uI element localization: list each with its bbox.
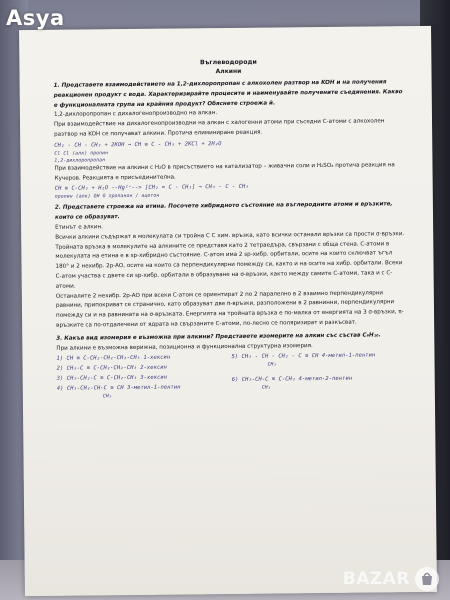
isomer-1: 1) CH ≡ C-CH₂-CH₂-CH₂-CH₃ 1-хексин: [56, 354, 171, 363]
handwritten-name-1: 1,2-дихлоропропан: [54, 158, 106, 164]
handwritten-equation-1: CH₂ - CH - CH₃ + 2KOH → CH ≡ C - CH₃ + 2KCl + 2H₂O: [54, 140, 222, 149]
isomers-right-column: [231, 350, 406, 399]
document-subtitle: Алкини: [215, 67, 242, 76]
isomer-4: 4) CH₃-CH₂-CH-C ≡ CH 3-метил-1-пентин: [56, 384, 181, 393]
shopping-bag-icon: [414, 566, 440, 592]
isomer-5-branch: CH₃: [267, 362, 277, 368]
watermark: [343, 566, 440, 592]
handwritten-labels-1: Cl Cl (алк) пропин: [54, 151, 109, 157]
document-body: [53, 56, 407, 401]
question-3: 3. Какъв вид изомерия е възможна при алкини? Представете изомерите на алкин със състав C₆H₁₀.: [56, 332, 381, 342]
isomer-4-branch: CH₃: [102, 394, 112, 400]
handwritten-labels-2: пропин (алк) OH O пропанон / ацетон: [54, 194, 160, 201]
isomer-5: 5) CH₃ - CH - CH₂ - C ≡ CH 4-метил-1-пентин: [231, 352, 376, 361]
watermark-text: BAZAR: [342, 569, 410, 589]
paragraph-4: Етинът е алкин.: [55, 224, 103, 231]
paragraph-7: Останалите 2 нехибр. 2p-AO при всеки С-атом се ориентират 2 по 2 паралелно в 2 взаимно перпендикулярни равнини, припокриват се странично, като образуват две π-връзки, разположени в 2 равнинни, перпендикулярни помежду си и на равнината на σ-връзката. Енергията на тройната връзка е по-малка от енергията на 3 σ-връзки, π-връзките са по-отдалечени от ядрата на свързаните С-атоми, по-лесно се поляризират и разкъсват.: [55, 289, 404, 329]
paragraph-5: Всички алкини съдържат в молекулата си тройна С С хим. връзка, като всички останали връзки са прости σ-връзки.: [55, 230, 405, 241]
site-logo: Asya: [6, 6, 65, 30]
isomer-6: 6) CH₃-CH-C ≡ C-CH₃ 4-метил-2-пентин: [231, 376, 353, 384]
paragraph-3: При взаимодействие на алкини с H₂O в присъствието на катализатор – живачни соли и H₂SO₄ протича реакция на Кучеров. Реакцията е присъединителна.: [54, 162, 395, 182]
isomer-3: 3) CH₃-CH₂-C ≡ C-CH₂-CH₃ 3-хексин: [56, 374, 168, 383]
question-1: 1. Представете взаимодействието на 1,2-дихлоропропан с алкохолен разтвор на KOH и на получения реакционен продукт с вода. Характеризирайте процесите и наименувайте получените съединения. Какво е функционалната група на крайния продукт? Обяснете строежа ѝ.: [53, 79, 403, 109]
paragraph-1: 1,2-дихлоропропан с дихалогенопроизводно на алкан.: [53, 110, 218, 119]
paragraph-6: Тройната връзка в молекулите на алкините се представя като 2 тетраедъра, свързани с обща стена. С-атоми в молекулата на етина е в sp-хибридно състояние. С-атом има 2 sp-хибр. орбитали, осите на които сключват ъгъл 180° и 2 нехибр. 2p-AO, осите на които са перпендикулярни помежду си, както и на осите на хибр. орбитали. Всеки С-атом участва с двете си sp-хибр. орбитали в образуване на σ-връзки, както между самите С-атоми, така и с С-атоми.: [55, 240, 403, 290]
paper-sheet: [19, 26, 437, 596]
document-title: Въглеводороди: [199, 58, 257, 67]
isomers-left-column: [56, 352, 226, 401]
isomer-6-branch: CH₃: [261, 385, 271, 391]
paragraph-2: При взаимодействие на дихалогенопроизводни на алкан с халогенни атоми при съседни С-атоми с алкохолен разтвор на KOH се получават алкини. Протича елиминиране реакция.: [54, 118, 385, 138]
paragraph-8: При алкини е възможна верижна, позиционна и функционална структурна изомерия.: [56, 342, 313, 352]
isomers-block: [56, 350, 406, 401]
question-2: 2. Представете строежа на етина. Посочете хибридното състояние на въглеродните атоми и връзките, които се образуват.: [54, 201, 393, 221]
handwritten-equation-2: CH ≡ C-CH₃ + H₂O --Hg²⁺--> [CH₂ = C - CH₃] → CH₃ - C - CH₃: [54, 184, 249, 193]
isomer-2: 2) CH₃-C ≡ C-CH₂-CH₂-CH₃ 2-хексин: [56, 364, 168, 373]
